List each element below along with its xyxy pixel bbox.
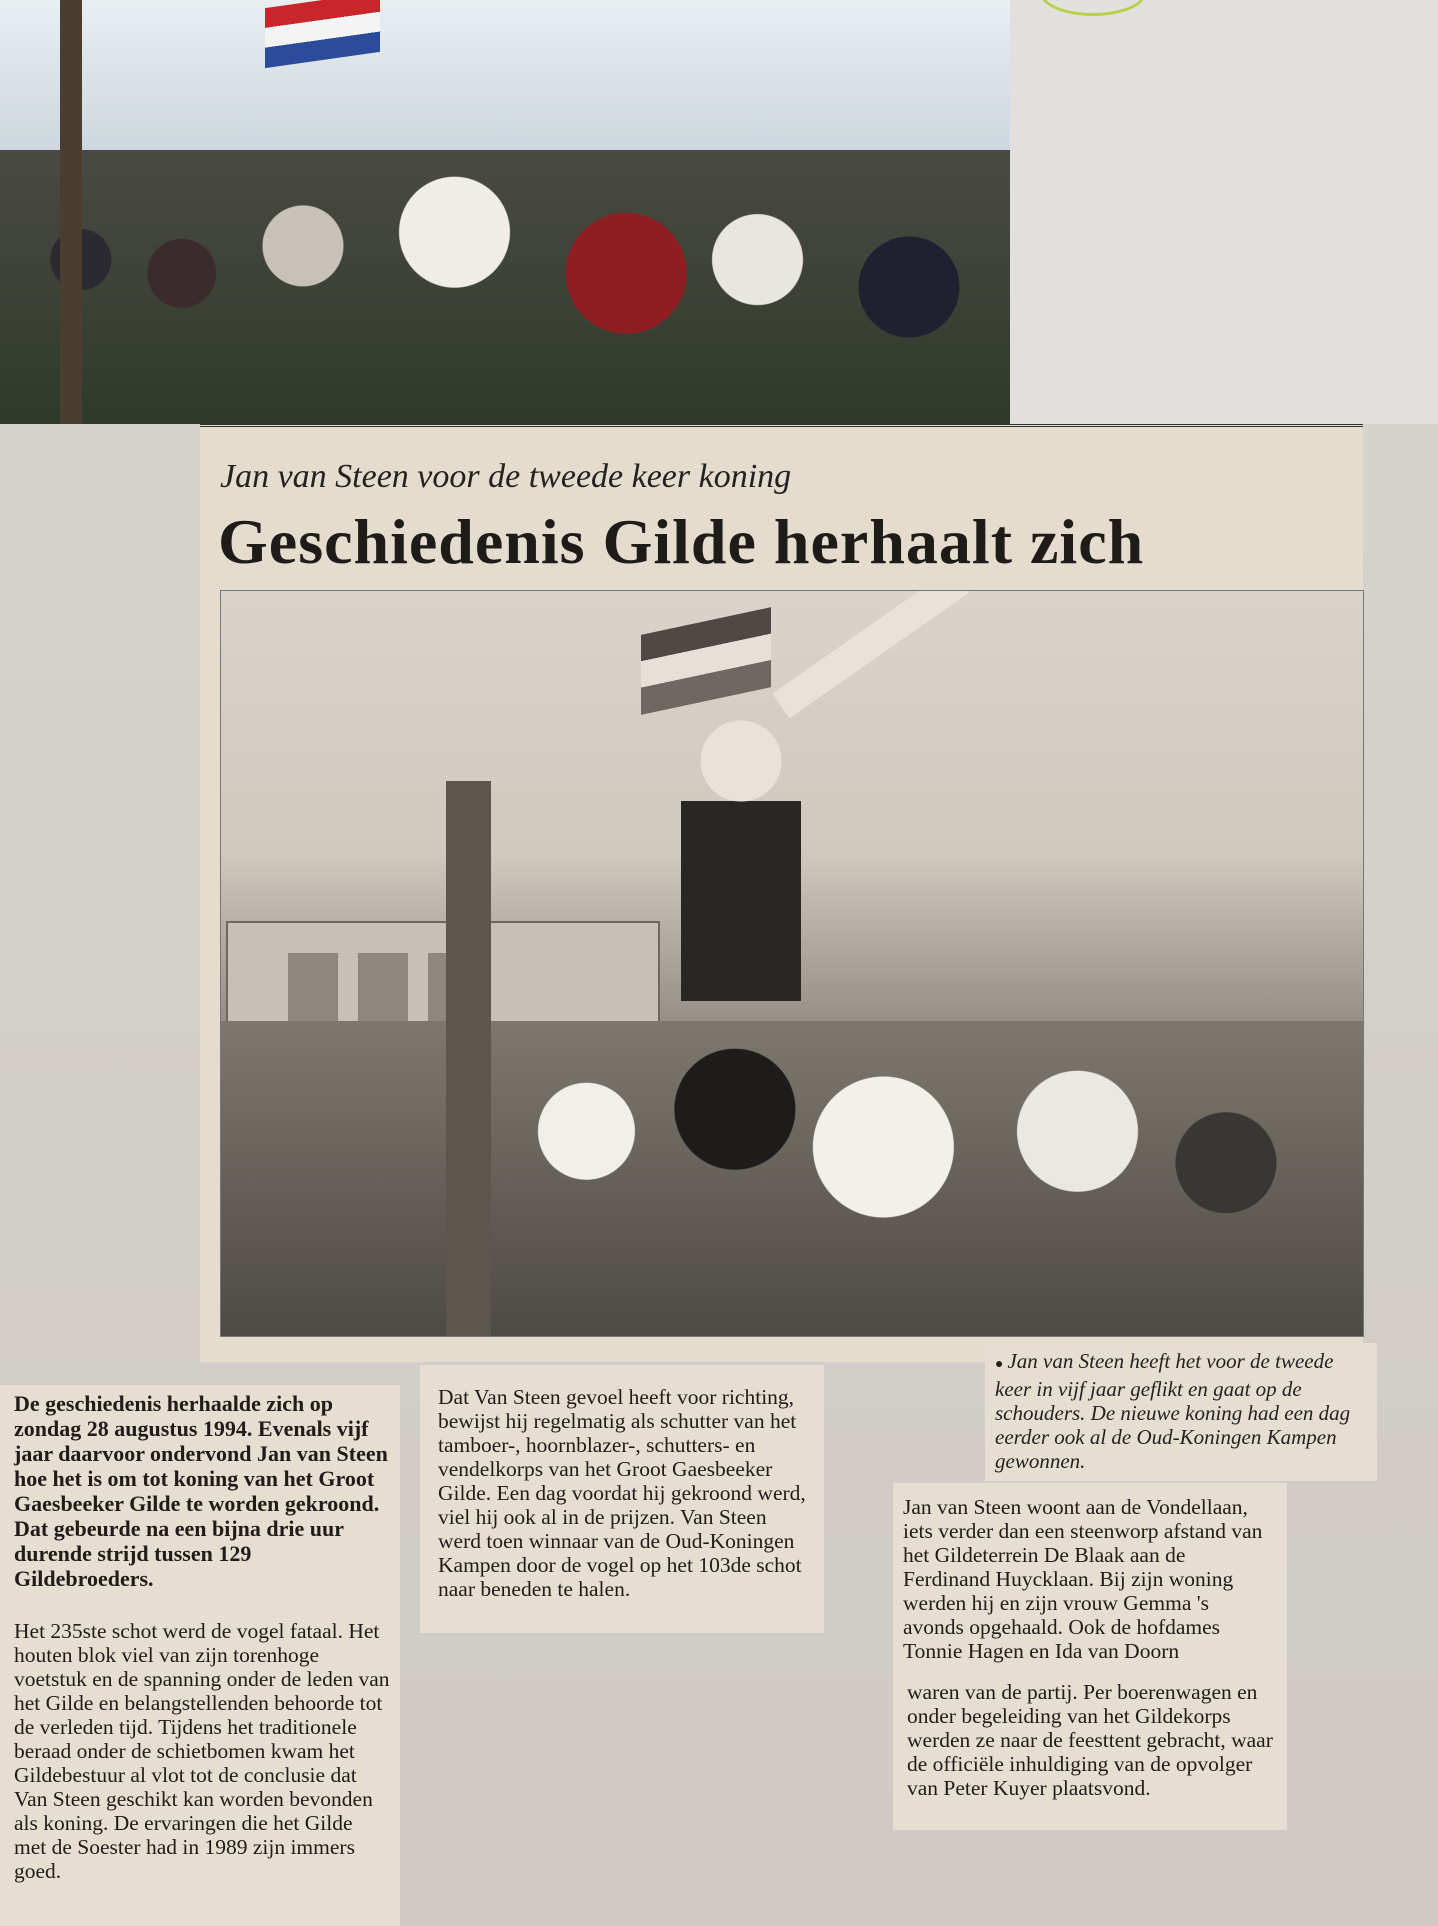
photo-crowd: [0, 150, 1010, 424]
sticker-ring: [1040, 0, 1146, 16]
album-page-top-right: [1010, 0, 1438, 424]
raised-arm: [772, 590, 969, 718]
shooting-pole: [446, 781, 491, 1336]
article-subtitle: Jan van Steen voor de tweede keer koning: [220, 458, 792, 495]
photo-flag: [641, 607, 771, 715]
article-column-1: [0, 1385, 400, 1926]
article-column-2: [420, 1365, 824, 1633]
caption-text: Jan van Steen heeft het voor de tweede keer in vijf jaar geflikt en gaat op de schouders. De nieuwe koning had een dag eerder ook al de Oud-Koningen Kampen gewonnen.: [995, 1349, 1351, 1473]
article-body-3b: waren van de partij. Per boerenwagen en onder begeleiding van het Gildekorps werden ze naar de feesttent gebracht, waar de officiële inhuldiging van de opvolger van Peter Kuyer plaatsvond.: [907, 1680, 1273, 1800]
new-king-figure: [681, 701, 801, 1001]
article-body-3a: Jan van Steen woont aan de Vondellaan, iets verder dan een steenworp afstand van het Gildeterrein De Blaak aan de Ferdinand Huycklaan. Bij zijn woning werden hij en zijn vrouw Gemma 's avonds opgehaald. Ook de hofdames Tonnie Hagen en Ida van Doorn: [903, 1495, 1263, 1663]
article-body-1: Het 235ste schot werd de vogel fataal. Het houten blok viel van zijn torenhoge voetstuk en de spanning onder de leden van het Gilde en belangstellenden behoorde tot de verleden tijd. Tijdens het traditionele beraad onder de schietbomen kwam het Gildebestuur al vlot tot de conclusie dat Van Steen geschikt kan worden bevonden als koning. De ervaringen die het Gilde met de Soester had in 1989 zijn immers goed.: [14, 1619, 390, 1883]
photo-sky: [0, 0, 1010, 150]
article-headline: Geschiedenis Gilde herhaalt zich: [218, 506, 1145, 577]
color-photo-celebration: [0, 0, 1010, 424]
bullet-icon: ●: [995, 1357, 1004, 1372]
newspaper-photo: [220, 590, 1364, 1337]
photo-crowd: [221, 1021, 1363, 1336]
article-lead: De geschiedenis herhaalde zich op zondag 28 augustus 1994. Evenals vijf jaar daarvoor ondervond Jan van Steen hoe het is om tot koning van het Groot Gaesbeeker Gilde te worden gekroond. Dat gebeurde na een bijna drie uur durende strijd tussen 129 Gildebroeders.: [14, 1391, 388, 1591]
article-column-3a: [893, 1483, 1287, 1668]
pole: [60, 0, 82, 424]
photo-caption: [985, 1343, 1377, 1481]
article-column-3b: [893, 1668, 1287, 1830]
article-body-2: Dat Van Steen gevoel heeft voor richting, bewijst hij regelmatig als schutter van het tamboer-, hoornblazer-, schutters- en vendelkorps van het Groot Gaesbeeker Gilde. Een dag voordat hij gekroond werd, viel hij ook al in de prijzen. Van Steen werd toen winnaar van de Oud-Koningen Kampen door de vogel op het 103de schot naar beneden te halen.: [438, 1385, 806, 1601]
